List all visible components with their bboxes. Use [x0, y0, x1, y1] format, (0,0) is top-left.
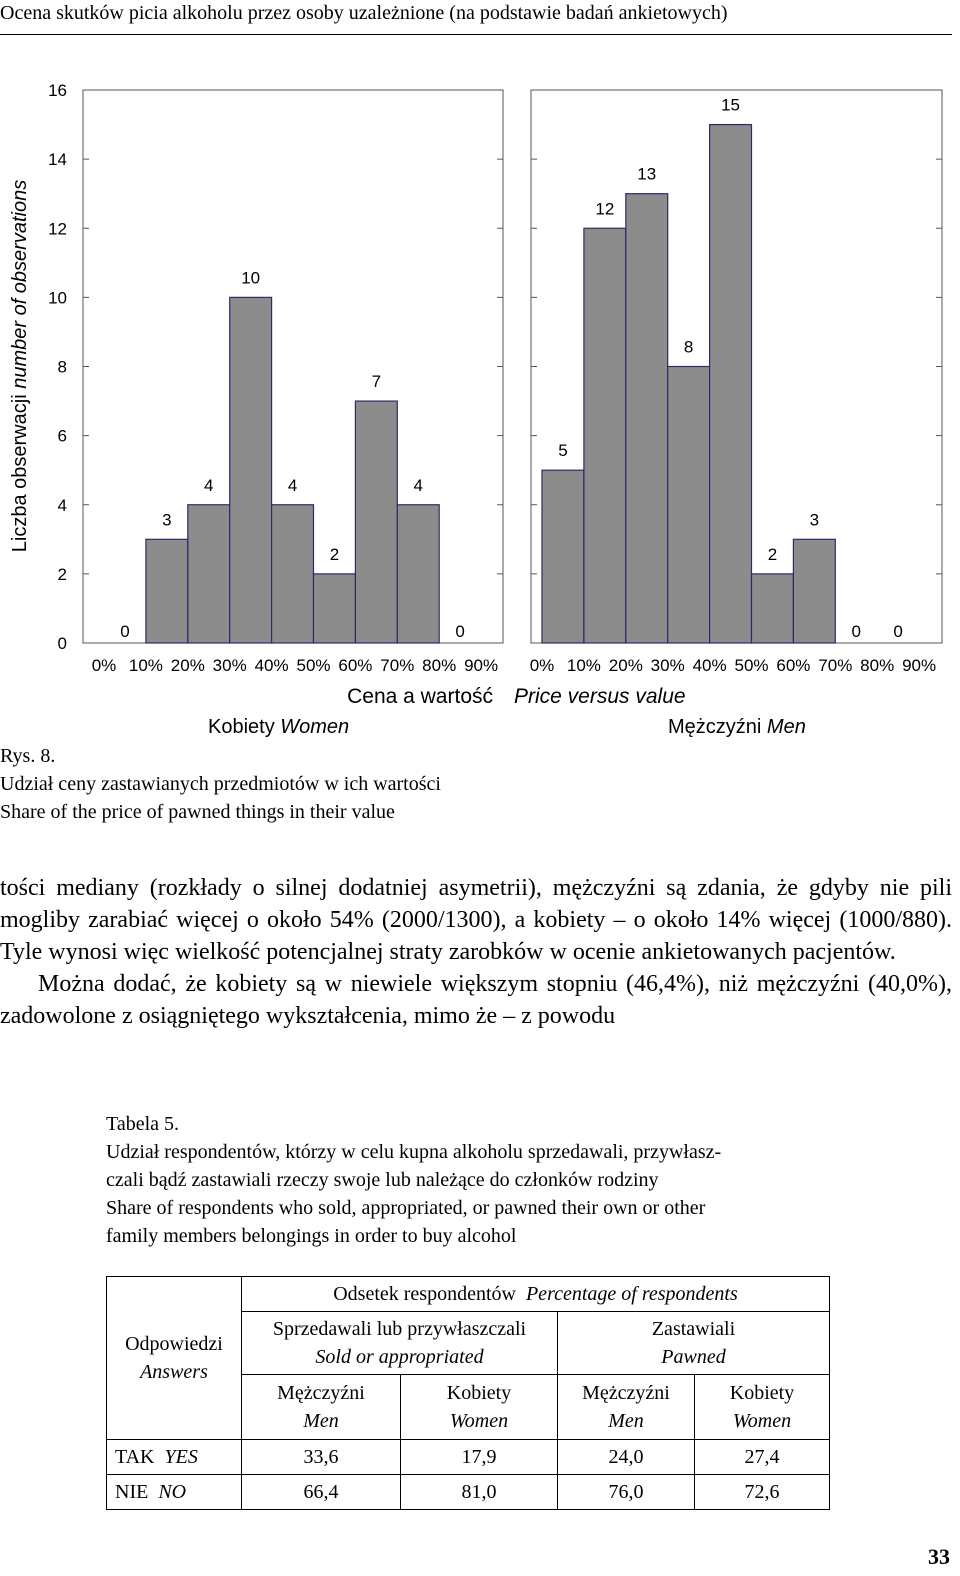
table-caption-pl-line2: czali bądź zastawiali rzeczy swoje lub należące do członków rodziny	[106, 1169, 659, 1191]
row-label-no-en: NO	[158, 1481, 187, 1503]
running-header: Ocena skutków picia alkoholu przez osoby uzależnione (na podstawie badań ankietowych)	[0, 0, 952, 35]
x-tick-label: 50%	[734, 656, 769, 675]
body-text	[0, 872, 952, 1032]
bar-value-label: 2	[329, 544, 340, 564]
panel-title-men	[668, 716, 806, 738]
histogram-bar	[146, 539, 188, 643]
histogram-bar	[188, 505, 230, 643]
x-tick-label: 30%	[650, 656, 685, 675]
panel-title-men-pl: Mężczyźni	[668, 716, 767, 738]
bar-value-label: 0	[893, 622, 903, 641]
bar-value-label: 7	[371, 372, 382, 392]
bar-value-label: 8	[683, 337, 694, 357]
histogram-bar	[542, 470, 584, 643]
sold-women-header	[401, 1375, 558, 1440]
paragraph-1: tości mediany (rozkłady o silnej dodatniej asymetrii), mężczyźni są zdania, że gdyby nie pili mogliby zarabiać więcej o około 54% (2000/1300), a kobiety – o około 14% więcej (1000/880). Tyle wynosi więc wielkość potencjalnej straty zarobków w ocenie ankietowanych pacjentów.	[0, 875, 952, 965]
chart-panel-women	[48, 81, 503, 675]
x-tick-label: 30%	[212, 656, 247, 675]
x-tick-label: 70%	[380, 656, 415, 675]
page-number: 33	[928, 1544, 950, 1569]
figure-caption	[0, 742, 441, 826]
pawned-header-en: Pawned	[661, 1346, 726, 1368]
bar-value-label: 13	[637, 164, 657, 184]
figure-number: Rys. 8.	[0, 745, 56, 767]
figure-caption-en: Share of the price of pawned things in their value	[0, 801, 395, 823]
bar-value-label: 12	[595, 199, 615, 219]
table-cell: 24,0	[558, 1440, 695, 1475]
percentage-header	[242, 1277, 830, 1312]
table-cell: 76,0	[558, 1475, 695, 1510]
answers-header	[107, 1277, 242, 1440]
y-tick-label: 8	[57, 357, 67, 377]
histogram-bar	[752, 574, 794, 643]
histogram-bar	[668, 367, 710, 644]
percentage-header-en: Percentage of respondents	[525, 1283, 738, 1305]
bar-value-label: 10	[241, 268, 261, 288]
sold-women-pl: Kobiety	[446, 1382, 512, 1404]
y-tick-label: 0	[57, 634, 67, 653]
histogram-bar	[230, 297, 272, 643]
panel-title-women-en: Women	[280, 716, 350, 738]
table-row-yes	[107, 1440, 830, 1475]
row-label-yes-pl: TAK	[115, 1446, 155, 1468]
answers-header-en: Answers	[140, 1361, 208, 1383]
histogram-bar	[314, 574, 356, 643]
bar-value-label: 4	[204, 475, 214, 495]
pawned-men-header	[558, 1375, 695, 1440]
table-cell: 27,4	[695, 1440, 830, 1475]
x-tick-label: 90%	[464, 656, 499, 675]
y-tick-label: 4	[57, 495, 67, 515]
sold-header	[242, 1312, 558, 1375]
y-axis-title-pl: Liczba obserwacji	[9, 388, 31, 553]
pawned-women-header	[695, 1375, 830, 1440]
table-cell: 17,9	[401, 1440, 558, 1475]
table-number: Tabela 5.	[106, 1113, 180, 1135]
x-tick-label: 0%	[529, 656, 555, 675]
bar-value-label: 4	[287, 475, 298, 495]
x-tick-label: 40%	[254, 656, 289, 675]
bar-value-label: 0	[851, 622, 861, 641]
row-label-yes-en: YES	[164, 1446, 198, 1468]
histogram-bar	[793, 539, 835, 643]
bar-value-label: 3	[162, 510, 172, 530]
chart-panel-men	[530, 90, 942, 675]
histogram-bar	[584, 228, 626, 643]
table-caption-en-line2: family members belongings in order to buy alcohol	[106, 1225, 517, 1247]
y-tick-label: 12	[48, 219, 67, 239]
x-tick-label: 10%	[566, 656, 601, 675]
panel-title-women	[208, 716, 349, 738]
x-tick-label: 40%	[692, 656, 727, 675]
pawned-men-pl: Mężczyźni	[582, 1382, 670, 1404]
y-axis-title	[9, 180, 31, 552]
bar-value-label: 0	[120, 622, 130, 641]
results-table	[106, 1276, 830, 1510]
sold-men-header	[242, 1375, 401, 1440]
sold-header-pl: Sprzedawali lub przywłaszczali	[272, 1318, 527, 1340]
pawned-men-en: Men	[608, 1410, 644, 1432]
bar-value-label: 15	[721, 95, 741, 115]
y-axis-title-en: number of observations	[9, 179, 31, 389]
table-caption	[106, 1110, 846, 1250]
sold-men-en: Men	[303, 1410, 339, 1432]
table-cell: 33,6	[242, 1440, 401, 1475]
histogram-bar	[397, 505, 439, 643]
x-tick-label: 90%	[902, 656, 937, 675]
y-axis-label	[9, 180, 31, 552]
bar-value-label: 4	[413, 475, 423, 495]
x-tick-label: 20%	[170, 656, 205, 675]
pawned-women-en: Women	[732, 1410, 792, 1432]
figure-caption-pl: Udział ceny zastawianych przedmiotów w ich wartości	[0, 773, 441, 795]
y-tick-label: 2	[57, 564, 67, 584]
histogram-bar	[272, 505, 314, 643]
table-cell: 72,6	[695, 1475, 830, 1510]
x-tick-label: 80%	[860, 656, 895, 675]
x-tick-label: 70%	[818, 656, 853, 675]
panel-title-women-pl: Kobiety	[208, 716, 281, 738]
bar-value-label: 3	[809, 510, 820, 530]
table-cell: 66,4	[242, 1475, 401, 1510]
histogram-bar	[626, 194, 668, 643]
bar-value-label: 2	[767, 544, 778, 564]
y-tick-label: 16	[48, 81, 67, 100]
x-tick-label: 60%	[338, 656, 373, 675]
x-tick-label: 60%	[776, 656, 811, 675]
sold-header-en: Sold or appropriated	[315, 1346, 484, 1368]
paragraph-2: Można dodać, że kobiety są w niewiele większym stopniu (46,4%), niż mężczyźni (40,0%), zadowolone z osiągniętego wykształcenia, mimo że – z powodu	[0, 971, 952, 1029]
y-tick-label: 14	[48, 150, 67, 170]
x-tick-label: 0%	[91, 656, 117, 675]
table-caption-pl-line1: Udział respondentów, którzy w celu kupna alkoholu sprzedawali, przywłasz-	[106, 1141, 722, 1163]
table-cell: 81,0	[401, 1475, 558, 1510]
pawned-header	[558, 1312, 830, 1375]
histogram-figure	[0, 60, 960, 740]
table-row-no	[107, 1475, 830, 1510]
bar-value-label: 5	[558, 441, 568, 461]
x-axis-title-pl: Cena a wartość	[347, 685, 493, 708]
y-tick-label: 10	[48, 288, 67, 308]
pawned-women-pl: Kobiety	[729, 1382, 795, 1404]
x-tick-label: 50%	[296, 656, 331, 675]
panel-title-men-en: Men	[766, 716, 806, 738]
histogram-bar	[710, 125, 752, 643]
sold-women-en: Women	[449, 1410, 509, 1432]
sold-men-pl: Mężczyźni	[277, 1382, 365, 1404]
row-label-yes	[107, 1440, 242, 1475]
histogram-bar	[355, 401, 397, 643]
pawned-header-pl: Zastawiali	[651, 1318, 736, 1340]
x-tick-label: 20%	[608, 656, 643, 675]
x-tick-label: 10%	[128, 656, 163, 675]
row-label-no-pl: NIE	[115, 1481, 149, 1503]
chart-labels	[208, 685, 806, 738]
x-tick-label: 80%	[422, 656, 457, 675]
bar-value-label: 0	[455, 622, 465, 641]
table-caption-en-line1: Share of respondents who sold, appropriated, or pawned their own or other	[106, 1197, 706, 1219]
x-axis-title-en: Price versus value	[514, 685, 686, 708]
percentage-header-pl: Odsetek respondentów	[333, 1283, 516, 1305]
row-label-no	[107, 1475, 242, 1510]
answers-header-pl: Odpowiedzi	[125, 1333, 223, 1355]
y-tick-label: 6	[57, 426, 67, 446]
